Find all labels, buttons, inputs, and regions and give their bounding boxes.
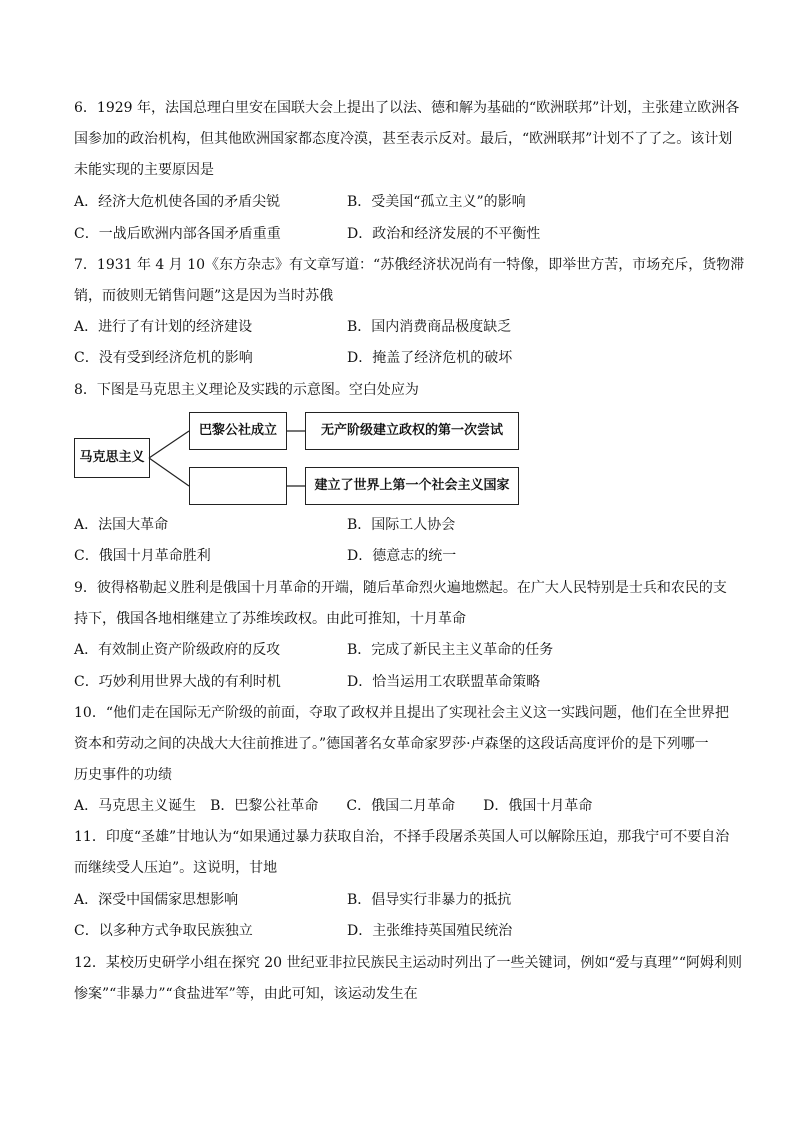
q8-option-c: C．俄国十月革命胜利 [74, 548, 211, 564]
q7-option-a: A．进行了有计划的经济建设 [74, 319, 253, 335]
q9-option-a: A．有效制止资产阶级政府的反攻 [74, 642, 281, 658]
q8-option-a: A．法国大革命 [74, 517, 169, 533]
q11-option-b: B．倡导实行非暴力的抵抗 [347, 892, 512, 908]
q7-option-d: D．掩盖了经济危机的破坏 [347, 350, 513, 366]
q6-option-d: D．政治和经济发展的不平衡性 [347, 226, 541, 242]
q8-line-1: 8．下图是马克思主义理论及实践的示意图。空白处应为 [74, 382, 419, 398]
q8-option-b: B．国际工人协会 [347, 517, 456, 533]
diagram-root-box: 马克思主义 [74, 438, 150, 478]
q8-option-d: D．德意志的统一 [347, 548, 457, 564]
q11-option-d: D．主张维持英国殖民统治 [347, 923, 513, 939]
q9-line-2: 持下，俄国各地相继建立了苏维埃政权。由此可推知，十月革命 [74, 611, 466, 627]
q10-line-1: 10．“他们走在国际无产阶级的前面，夺取了政权并且提出了实现社会主义这一实践问题，他们在全世界把 [74, 705, 729, 721]
q7-line-1: 7．1931 年 4 月 10《东方杂志》有文章写道：“苏俄经济状况尚有一特像，即举世方苦，市场充斥，货物滞 [74, 257, 745, 273]
q7-line-2: 销，而彼则无销售问题”这是因为当时苏俄 [74, 288, 334, 304]
q12-line-1: 12．某校历史研学小组在探究 20 世纪亚非拉民族民主运动时列出了一些关键词，例如“爱与真理”“阿姆利则 [74, 955, 742, 971]
q6-option-c: C．一战后欧洲内部各国矛盾重重 [74, 226, 281, 242]
q12-line-2: 惨案”“非暴力”“食盐进军”等，由此可知，该运动发生在 [74, 986, 418, 1002]
q9-option-c: C．巧妙利用世界大战的有利时机 [74, 674, 281, 690]
q9-option-d: D．恰当运用工农联盟革命策略 [347, 674, 541, 690]
q6-line-1: 6．1929 年，法国总理白里安在国联大会上提出了以法、德和解为基础的“欧洲联邦”计划，主张建立欧洲各 [74, 100, 740, 116]
q6-option-b: B．受美国“孤立主义”的影响 [347, 194, 526, 210]
q6-line-2: 国参加的政治机构，但其他欧洲国家都态度冷漠，甚至表示反对。最后，“欧洲联邦”计划不了了之。该计划 [74, 131, 733, 147]
q11-line-2: 而继续受人压迫”。这说明，甘地 [74, 860, 278, 876]
q10-line-2: 资本和劳动之间的决战大大往前推进了。”德国著名女革命家罗莎·卢森堡的这段话高度评价的是下列哪一 [74, 736, 709, 752]
q6-option-a: A．经济大危机使各国的矛盾尖锐 [74, 194, 281, 210]
q11-option-c: C．以多种方式争取民族独立 [74, 923, 253, 939]
q7-option-c: C．没有受到经济危机的影响 [74, 350, 253, 366]
q9-line-1: 9．彼得格勒起义胜利是俄国十月革命的开端，随后革命烈火遍地燃起。在广大人民特别是士兵和农民的支 [74, 580, 727, 596]
q11-option-a: A．深受中国儒家思想影响 [74, 892, 239, 908]
q6-line-3: 未能实现的主要原因是 [74, 162, 214, 178]
diagram-blank-box [189, 467, 287, 505]
diagram-branch1-box: 巴黎公社成立 [189, 412, 287, 450]
diagram-branch2-result-box: 建立了世界上第一个社会主义国家 [305, 467, 519, 505]
q10-options: A．马克思主义诞生 B．巴黎公社革命 C．俄国二月革命 D．俄国十月革命 [74, 798, 593, 814]
diagram-branch1-result-box: 无产阶级建立政权的第一次尝试 [305, 412, 519, 450]
q9-option-b: B．完成了新民主主义革命的任务 [347, 642, 554, 658]
q10-line-3: 历史事件的功绩 [74, 767, 172, 783]
q7-option-b: B．国内消费商品极度缺乏 [347, 319, 512, 335]
q11-line-1: 11．印度“圣雄”甘地认为“如果通过暴力获取自治，不择手段屠杀英国人可以解除压迫，那我宁可不要自治 [74, 829, 730, 845]
